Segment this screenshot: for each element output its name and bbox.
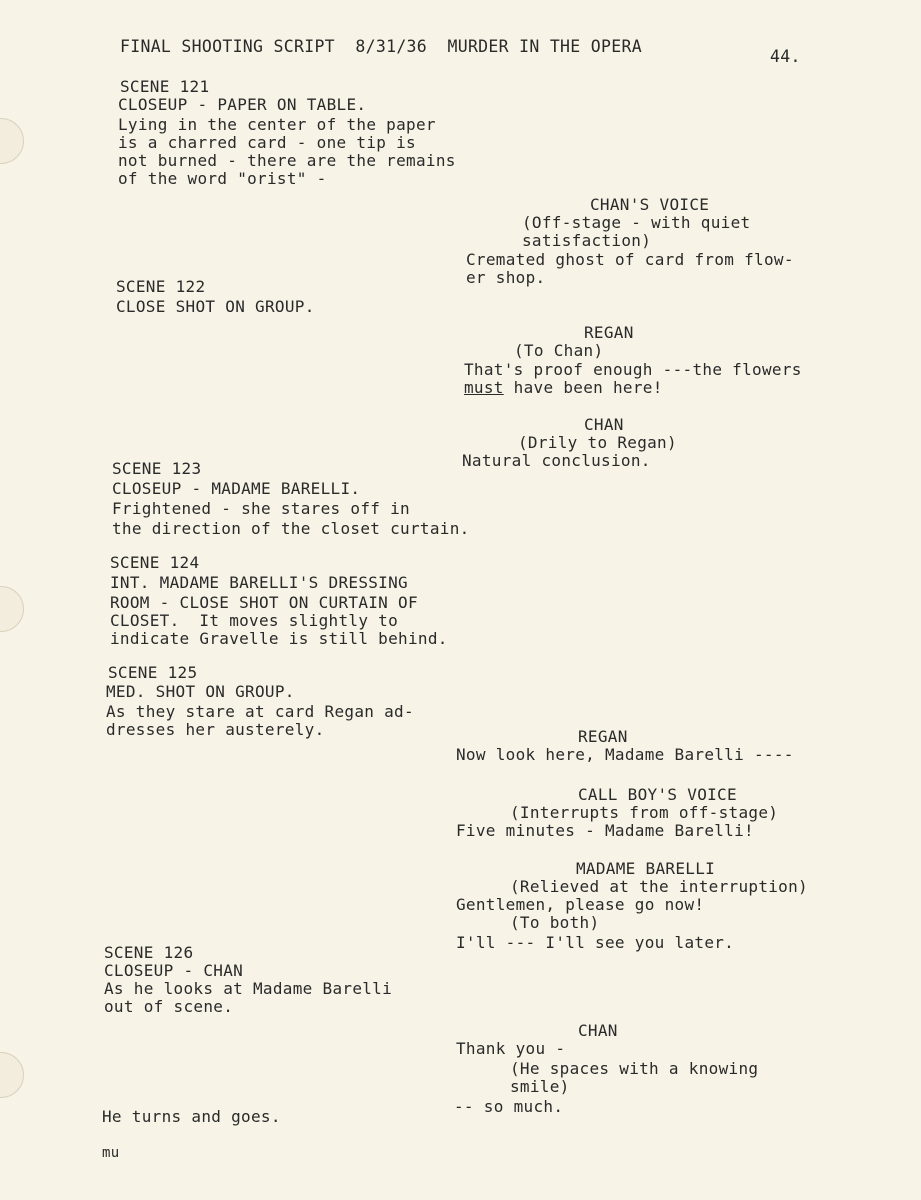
action-line: As he looks at Madame Barelli <box>104 979 393 998</box>
action-line: the direction of the closet curtain. <box>112 519 470 538</box>
parenthetical: (He spaces with a knowing <box>510 1059 759 1078</box>
emphasis-word: must <box>464 378 504 397</box>
action-line: is a charred card - one tip is <box>118 133 416 152</box>
parenthetical: (To Chan) <box>514 341 604 360</box>
action-line: out of scene. <box>104 997 234 1016</box>
action-line: Lying in the center of the paper <box>118 115 436 134</box>
action-line: ROOM - CLOSE SHOT ON CURTAIN OF <box>110 593 418 612</box>
parenthetical: satisfaction) <box>522 231 652 250</box>
dialogue-line: Thank you - <box>456 1039 566 1058</box>
scene-heading: SCENE 125 <box>108 663 198 682</box>
action-line: dresses her austerely. <box>106 720 325 739</box>
closing-action: He turns and goes. <box>102 1107 281 1126</box>
action-line: indicate Gravelle is still behind. <box>110 629 448 648</box>
dialogue-line: That's proof enough ---the flowers <box>464 360 802 379</box>
dialogue-line: er shop. <box>466 268 546 287</box>
parenthetical: (Off-stage - with quiet <box>522 213 751 232</box>
parenthetical: (Drily to Regan) <box>518 433 677 452</box>
scene-shot: MED. SHOT ON GROUP. <box>106 682 295 701</box>
binder-hole <box>0 1052 24 1098</box>
binder-hole <box>0 118 24 164</box>
page-number: 44. <box>770 47 801 66</box>
scene-heading: SCENE 124 <box>110 553 200 572</box>
character-name: REGAN <box>584 323 634 342</box>
action-line: of the word "orist" - <box>118 169 327 188</box>
scene-heading: SCENE 126 <box>104 943 194 962</box>
scene-shot: CLOSEUP - MADAME BARELLI. <box>112 479 361 498</box>
dialogue-line: Natural conclusion. <box>462 451 651 470</box>
parenthetical: smile) <box>510 1077 570 1096</box>
scene-heading: SCENE 121 <box>120 77 210 96</box>
dialogue-line: -- so much. <box>454 1097 564 1116</box>
dialogue-line: Gentlemen, please go now! <box>456 895 705 914</box>
character-name: MADAME BARELLI <box>576 859 716 878</box>
scene-heading: SCENE 123 <box>112 459 202 478</box>
action-line: CLOSET. It moves slightly to <box>110 611 399 630</box>
parenthetical: (Interrupts from off-stage) <box>510 803 779 822</box>
dialogue-line: I'll --- I'll see you later. <box>456 933 735 952</box>
character-name: CALL BOY'S VOICE <box>578 785 737 804</box>
scene-shot: CLOSEUP - PAPER ON TABLE. <box>118 95 367 114</box>
binder-hole <box>0 586 24 632</box>
action-line: not burned - there are the remains <box>118 151 456 170</box>
character-name: CHAN'S VOICE <box>590 195 710 214</box>
character-name: CHAN <box>578 1021 618 1040</box>
scene-shot: CLOSEUP - CHAN <box>104 961 244 980</box>
script-header: FINAL SHOOTING SCRIPT 8/31/36 MURDER IN THE OPERA <box>120 37 642 56</box>
action-line: INT. MADAME BARELLI'S DRESSING <box>110 573 408 592</box>
dialogue-line: Five minutes - Madame Barelli! <box>456 821 754 840</box>
scene-heading: SCENE 122 <box>116 277 206 296</box>
parenthetical: (To both) <box>510 913 600 932</box>
action-line: Frightened - she stares off in <box>112 499 410 518</box>
scene-shot: CLOSE SHOT ON GROUP. <box>116 297 315 316</box>
dialogue-line: must have been here! <box>464 378 663 397</box>
character-name: CHAN <box>584 415 624 434</box>
action-line: As they stare at card Regan ad- <box>106 702 414 721</box>
character-name: REGAN <box>578 727 628 746</box>
typist-initials: mu <box>102 1145 120 1161</box>
dialogue-line: Cremated ghost of card from flow- <box>466 250 794 269</box>
dialogue-line: Now look here, Madame Barelli ---- <box>456 745 794 764</box>
parenthetical: (Relieved at the interruption) <box>510 877 808 896</box>
